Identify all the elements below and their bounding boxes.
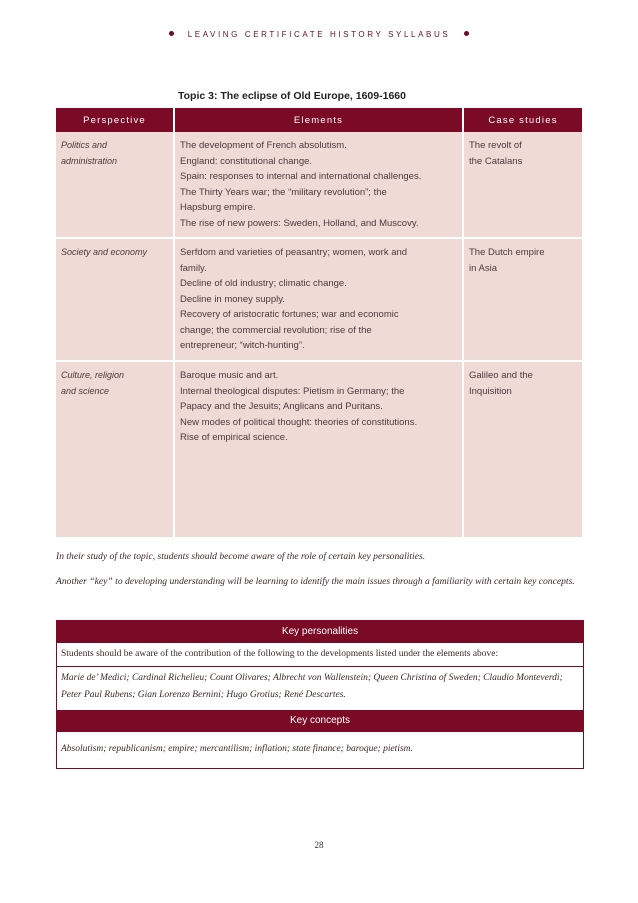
perspective-line: and science bbox=[61, 385, 110, 396]
case-study-line: The revolt of bbox=[469, 140, 522, 151]
bullet-icon bbox=[169, 31, 174, 36]
element-line: The Thirty Years war; the “military revolution”; the bbox=[180, 186, 387, 198]
element-line: Hapsburg empire. bbox=[180, 202, 256, 213]
case-study-line: Inquisition bbox=[469, 385, 512, 397]
key-personalities-list: Marie de’ Medici; Cardinal Richelieu; Count Olivares; Albrecht von Wallenstein; Queen Christina of Sweden; Claudio Monteverdi; Peter Paul Rubens; Gian Lorenzo Bernini; Hugo Grotius; René Descartes. bbox=[57, 666, 583, 710]
element-line: The development of French absolutism. bbox=[180, 140, 347, 151]
key-concepts-list: Absolutism; republicanism; empire; mercantilism; inflation; state finance; baroque; pietism. bbox=[61, 744, 413, 754]
column-header-elements: Elements bbox=[174, 108, 463, 132]
perspective-cell bbox=[56, 132, 174, 238]
elements-cell bbox=[174, 132, 463, 238]
element-line: Decline of old industry; climatic change. bbox=[180, 278, 347, 289]
element-line: change; the commercial revolution; rise of the bbox=[180, 324, 372, 336]
case-studies-cell bbox=[463, 238, 582, 361]
table-row bbox=[56, 361, 582, 538]
element-line: New modes of political thought: theories of constitutions. bbox=[180, 416, 418, 428]
case-studies-cell bbox=[463, 361, 582, 538]
element-line: England: constitutional change. bbox=[180, 155, 313, 167]
note-key-concepts: Another “key” to developing understanding will be learning to identify the main issues through a familiarity with certain key concepts. bbox=[56, 576, 575, 587]
perspective-cell bbox=[56, 361, 174, 538]
topic-title: Topic 3: The eclipse of Old Europe, 1609-1660 bbox=[178, 90, 406, 102]
key-box bbox=[56, 620, 584, 769]
note-key-personalities: In their study of the topic, students should become aware of the role of certain key personalities. bbox=[56, 551, 426, 562]
element-line: Recovery of aristocratic fortunes; war and economic bbox=[180, 309, 399, 320]
case-study-line: in Asia bbox=[469, 262, 497, 274]
perspective-line: Society and economy bbox=[61, 247, 148, 257]
key-personalities-heading: Key personalities bbox=[57, 621, 583, 643]
element-line: Rise of empirical science. bbox=[180, 432, 288, 443]
element-line: Serfdom and varieties of peasantry; women, work and bbox=[180, 247, 408, 258]
element-line: Papacy and the Jesuits; Anglicans and Puritans. bbox=[180, 401, 383, 412]
key-personalities-intro: Students should be aware of the contribution of the following to the developments listed under the elements above: bbox=[61, 649, 499, 659]
running-header bbox=[0, 30, 638, 39]
column-header-case-studies: Case studies bbox=[463, 108, 582, 132]
bullet-icon bbox=[464, 31, 469, 36]
header-title: LEAVING CERTIFICATE HISTORY SYLLABUS bbox=[187, 30, 451, 39]
case-study-line: Galileo and the bbox=[469, 370, 533, 381]
element-line: Internal theological disputes: Pietism in Germany; the bbox=[180, 385, 405, 397]
table-header-row bbox=[56, 108, 582, 132]
element-line: family. bbox=[180, 262, 207, 274]
perspective-line: administration bbox=[61, 155, 118, 166]
element-line: entrepreneur; “witch-hunting”. bbox=[180, 340, 305, 351]
page-number: 28 bbox=[314, 840, 324, 850]
column-header-perspective: Perspective bbox=[56, 108, 174, 132]
case-studies-cell bbox=[463, 132, 582, 238]
table-row bbox=[56, 132, 582, 238]
element-line: Decline in money supply. bbox=[180, 293, 285, 305]
table-row bbox=[56, 238, 582, 361]
perspective-cell bbox=[56, 238, 174, 361]
syllabus-table bbox=[56, 108, 582, 539]
elements-cell bbox=[174, 361, 463, 538]
element-line: Spain: responses to internal and international challenges. bbox=[180, 171, 422, 182]
key-concepts-heading: Key concepts bbox=[57, 710, 583, 732]
perspective-line: Politics and bbox=[61, 140, 108, 150]
perspective-line: Culture, religion bbox=[61, 370, 125, 380]
elements-cell bbox=[174, 238, 463, 361]
case-study-line: The Dutch empire bbox=[469, 247, 545, 258]
case-study-line: the Catalans bbox=[469, 155, 523, 167]
element-line: Baroque music and art. bbox=[180, 370, 279, 381]
element-line: The rise of new powers: Sweden, Holland, and Muscovy. bbox=[180, 217, 419, 229]
